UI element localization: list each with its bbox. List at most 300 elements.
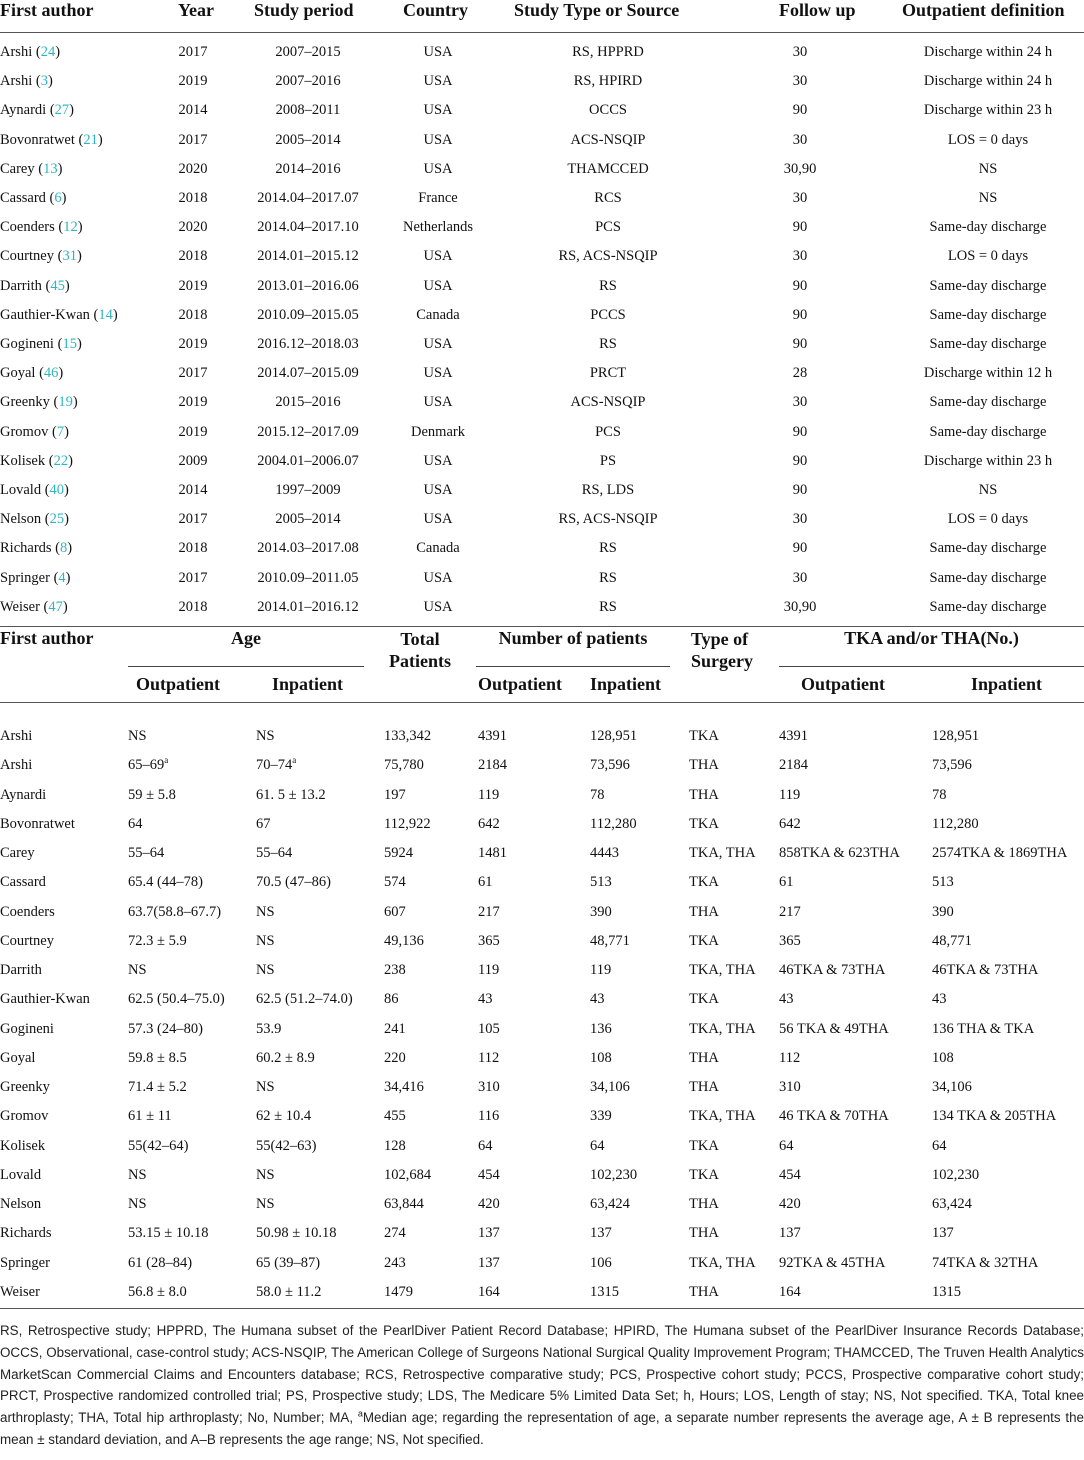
header-number-of-patients: Number of patients — [498, 628, 648, 648]
cell-author — [0, 810, 125, 839]
cell-type: RS, ACS-NSQIP — [558, 248, 658, 265]
cell-n-in — [590, 839, 685, 868]
table-row — [0, 418, 1084, 447]
cell-value: 1479 — [384, 1283, 413, 1300]
cell-value: 63,424 — [932, 1196, 972, 1212]
cell-age-in — [256, 898, 386, 927]
cell-age-in — [256, 1190, 386, 1219]
cell-definition: Same-day discharge — [929, 569, 1047, 586]
cell-value: 119 — [478, 786, 500, 803]
cell-value: Kolisek — [0, 1137, 46, 1154]
cell-value: 61. 5 ± 13.2 — [256, 786, 326, 803]
cell-surgery — [689, 1132, 779, 1161]
cell-age-in — [256, 1249, 386, 1278]
cell-country: USA — [423, 44, 453, 60]
cell-tka-in — [932, 1073, 1084, 1102]
cell-surgery — [689, 985, 779, 1014]
cell-type: OCCS — [589, 102, 627, 119]
cell-surgery — [689, 1073, 779, 1102]
header-first-author: First author — [0, 0, 94, 20]
cell-period: 2015–2016 — [275, 394, 341, 411]
cell-value: 574 — [384, 874, 406, 891]
cell-total — [384, 985, 474, 1014]
cell-type: RS, ACS-NSQIP — [558, 511, 658, 528]
cell-type: PRCT — [589, 365, 627, 382]
cell-value: 102,684 — [384, 1166, 432, 1183]
cell-country: Netherlands — [402, 219, 474, 236]
cell-value: NS — [128, 728, 147, 744]
cell-surgery — [689, 1278, 779, 1307]
cell-value: 136 — [590, 1020, 612, 1037]
cell-value: 61 — [779, 874, 794, 891]
cell-value: Coenders — [0, 903, 55, 920]
cell-n-in — [590, 1190, 685, 1219]
cell-value: 70–74 — [256, 757, 293, 774]
reference-link[interactable]: 27 — [54, 102, 70, 119]
table-row — [0, 1161, 1084, 1190]
cell-n-out — [478, 1190, 568, 1219]
cell-age-in — [256, 1132, 386, 1161]
cell-year: 2019 — [178, 394, 208, 411]
table-row — [0, 839, 1084, 868]
reference-link[interactable]: 14 — [98, 306, 113, 323]
cell-value: 513 — [590, 874, 612, 891]
cell-age-out — [128, 751, 268, 780]
cell-n-in — [590, 985, 685, 1014]
cell-tka-out — [779, 839, 939, 868]
cell-follow: 30,90 — [783, 160, 817, 177]
cell-year: 2009 — [178, 452, 208, 469]
cell-tka-out — [779, 1044, 939, 1073]
header-age-outpatient: Outpatient — [136, 674, 221, 694]
cell-value: Bovonratwet — [0, 815, 75, 832]
cell-value: THA — [689, 1079, 719, 1095]
cell-definition: Discharge within 23 h — [923, 102, 1053, 119]
table-footnote — [0, 1320, 1084, 1451]
table-row — [0, 96, 1084, 125]
cell-country: USA — [423, 277, 453, 294]
cell-value: Cassard — [0, 874, 46, 891]
cell-value: 57.3 (24–80) — [128, 1020, 203, 1037]
cell-value: 390 — [932, 903, 954, 920]
cell-tka-out — [779, 1073, 939, 1102]
cell-age-in — [256, 1219, 386, 1248]
table-row — [0, 722, 1084, 751]
cell-type: RS — [599, 598, 617, 615]
cell-value: NS — [256, 1166, 275, 1183]
reference-link[interactable]: 7 — [56, 423, 65, 440]
author-name: Courtney — [0, 248, 54, 265]
reference-link[interactable]: 8 — [60, 540, 68, 557]
cell-n-out — [478, 927, 568, 956]
reference-link[interactable]: 3 — [40, 73, 48, 90]
cell-author: Carey (13) — [0, 160, 63, 177]
cell-value: 1481 — [478, 845, 507, 861]
cell-value: 105 — [478, 1020, 500, 1037]
cell-value: 55(42–64) — [128, 1137, 189, 1154]
cell-author: Gauthier-Kwan (14) — [0, 306, 118, 323]
cell-country: Canada — [416, 540, 460, 557]
cell-value: 274 — [384, 1225, 406, 1242]
reference-link[interactable]: 45 — [50, 277, 65, 294]
cell-age-out — [128, 1278, 268, 1307]
cell-surgery — [689, 1102, 779, 1131]
header-follow-up: Follow up — [779, 0, 856, 20]
table-row — [0, 242, 1084, 271]
cell-value: Weiser — [0, 1283, 40, 1300]
cell-n-out — [478, 1161, 568, 1190]
cell-definition: LOS = 0 days — [947, 511, 1029, 528]
cell-value: 63,844 — [384, 1196, 424, 1212]
cell-age-in — [256, 1161, 386, 1190]
cell-n-in — [590, 751, 685, 780]
cell-tka-in — [932, 868, 1084, 897]
cell-type: RS, HPPRD — [572, 44, 644, 60]
cell-n-out — [478, 1132, 568, 1161]
cell-age-out — [128, 1249, 268, 1278]
cell-value: 513 — [932, 874, 954, 891]
cell-surgery — [689, 1161, 779, 1190]
table-row — [0, 1073, 1084, 1102]
cell-age-out — [128, 722, 268, 751]
cell-surgery — [689, 781, 779, 810]
cell-author: Gromov (7) — [0, 423, 69, 440]
cell-tka-out — [779, 956, 939, 985]
cell-value: TKA — [689, 728, 719, 744]
cell-author — [0, 898, 125, 927]
cell-author: Bovonratwet (21) — [0, 131, 103, 148]
cell-tka-in — [932, 1278, 1084, 1307]
cell-value: 137 — [478, 1254, 500, 1271]
cell-value: 2574TKA & 1869THA — [932, 845, 1068, 861]
cell-follow: 90 — [792, 452, 808, 469]
cell-value: 137 — [590, 1225, 612, 1242]
cell-total — [384, 1249, 474, 1278]
cell-total — [384, 868, 474, 897]
cell-value: 102,230 — [590, 1166, 638, 1183]
cell-definition: Same-day discharge — [929, 394, 1047, 411]
cell-period: 2008–2011 — [275, 102, 341, 119]
cell-period: 2014.03–2017.08 — [257, 540, 359, 557]
cell-country: USA — [423, 511, 453, 528]
author-name: Darrith — [0, 277, 42, 294]
cell-period: 1997–2009 — [275, 482, 341, 498]
cell-value: 92TKA & 45THA — [779, 1254, 886, 1271]
cell-n-out — [478, 1219, 568, 1248]
cell-period: 2015.12–2017.09 — [257, 423, 359, 440]
cell-follow: 30 — [792, 248, 808, 265]
reference-link[interactable]: 47 — [48, 598, 63, 615]
cell-author — [0, 1249, 125, 1278]
reference-link[interactable]: 25 — [49, 511, 65, 528]
cell-author: Courtney (31) — [0, 248, 82, 265]
author-name: Weiser — [0, 598, 40, 615]
cell-value: TKA, THA — [689, 1020, 756, 1037]
cell-year: 2018 — [178, 540, 208, 557]
table-row — [0, 184, 1084, 213]
cell-value: 58.0 ± 11.2 — [256, 1283, 322, 1300]
cell-value: 75,780 — [384, 757, 424, 774]
cell-value: 78 — [932, 786, 947, 803]
cell-total — [384, 722, 474, 751]
cell-country: USA — [423, 160, 453, 177]
cell-tka-out — [779, 985, 939, 1014]
cell-n-in — [590, 781, 685, 810]
reference-link[interactable]: 6 — [54, 190, 62, 206]
cell-type: THAMCCED — [567, 160, 649, 177]
cell-type: RS — [599, 540, 617, 557]
reference-link[interactable]: 24 — [40, 44, 56, 60]
cell-definition: Same-day discharge — [929, 423, 1047, 440]
cell-n-in — [590, 1073, 685, 1102]
cell-value: 56.8 ± 8.0 — [128, 1283, 187, 1300]
cell-value: 67 — [256, 815, 271, 832]
author-name: Gogineni — [0, 336, 54, 352]
cell-year: 2019 — [178, 277, 208, 294]
cell-author — [0, 1132, 125, 1161]
cell-value: 137 — [478, 1225, 500, 1242]
header-study-period: Study period — [254, 0, 354, 20]
cell-age-in — [256, 956, 386, 985]
table2-bottom-rule — [0, 1308, 1084, 1309]
cell-definition: Same-day discharge — [929, 306, 1047, 323]
table-row — [0, 38, 1084, 67]
cell-age-out — [128, 927, 268, 956]
author-name: Arshi — [0, 44, 33, 60]
cell-type: RS — [599, 569, 617, 586]
cell-n-out — [478, 956, 568, 985]
cell-follow: 90 — [792, 482, 808, 498]
cell-period: 2013.01–2016.06 — [257, 277, 359, 294]
header-total-line1: Total — [400, 629, 440, 649]
author-name: Lovald — [0, 482, 42, 498]
reference-link[interactable]: 4 — [58, 569, 66, 586]
cell-tka-out — [779, 927, 939, 956]
cell-surgery — [689, 1190, 779, 1219]
cell-value: THA — [689, 1225, 719, 1242]
cell-value: 116 — [478, 1108, 500, 1125]
cell-value: 112,280 — [932, 815, 979, 832]
cell-follow: 30 — [792, 131, 808, 148]
cell-author — [0, 956, 125, 985]
cell-author — [0, 985, 125, 1014]
cell-age-out — [128, 1132, 268, 1161]
cell-value: 50.98 ± 10.18 — [256, 1225, 337, 1242]
cell-n-in — [590, 927, 685, 956]
cell-value: 128,951 — [932, 728, 980, 744]
table-row — [0, 1190, 1084, 1219]
table-row — [0, 213, 1084, 242]
cell-period: 2016.12–2018.03 — [257, 336, 359, 352]
cell-value: Gromov — [0, 1108, 49, 1125]
reference-link[interactable]: 31 — [62, 248, 77, 265]
cell-n-in — [590, 1102, 685, 1131]
cell-surgery — [689, 751, 779, 780]
cell-surgery — [689, 1219, 779, 1248]
cell-country: USA — [423, 365, 453, 382]
cell-author: Coenders (12) — [0, 219, 83, 236]
cell-value: 112,922 — [384, 815, 431, 832]
cell-author — [0, 1278, 125, 1307]
cell-value: 61 (28–84) — [128, 1254, 193, 1271]
cell-value: TKA — [689, 991, 719, 1008]
cell-follow: 90 — [792, 540, 808, 557]
cell-tka-in — [932, 781, 1084, 810]
cell-total — [384, 1190, 474, 1219]
reference-link[interactable]: 22 — [53, 452, 69, 469]
cell-type: PS — [599, 452, 617, 469]
cell-definition: Discharge within 12 h — [923, 365, 1053, 382]
cell-n-out — [478, 1249, 568, 1278]
cell-value: 34,106 — [932, 1079, 972, 1095]
cell-follow: 90 — [792, 306, 808, 323]
cell-age-out — [128, 868, 268, 897]
cell-value: 59 ± 5.8 — [128, 786, 176, 803]
cell-value: TKA — [689, 1137, 719, 1154]
cell-year: 2019 — [178, 423, 208, 440]
cell-value: THA — [689, 786, 719, 803]
header-tka-outpatient: Outpatient — [801, 674, 886, 694]
cell-age-out — [128, 781, 268, 810]
cell-value: 217 — [779, 903, 801, 920]
cell-definition: NS — [978, 160, 998, 177]
cell-type: PCS — [595, 423, 621, 440]
cell-value: Greenky — [0, 1079, 50, 1095]
reference-link[interactable]: 40 — [49, 482, 65, 498]
cell-value: 34,106 — [590, 1079, 630, 1095]
cell-age-in — [256, 1278, 386, 1307]
cell-value: 4391 — [779, 728, 808, 744]
cell-age-out — [128, 1161, 268, 1190]
cell-tka-out — [779, 722, 939, 751]
cell-value: Courtney — [0, 932, 54, 949]
cell-type: PCS — [595, 219, 621, 236]
cell-n-out — [478, 810, 568, 839]
cell-n-in — [590, 1219, 685, 1248]
cell-surgery — [689, 898, 779, 927]
author-name: Richards — [0, 540, 52, 557]
table-row — [0, 359, 1084, 388]
cell-value: 243 — [384, 1254, 406, 1271]
table-row — [0, 1278, 1084, 1307]
cell-year: 2019 — [178, 73, 208, 90]
cell-value: NS — [256, 903, 275, 920]
cell-value: 64 — [932, 1137, 947, 1154]
author-name: Carey — [0, 160, 35, 177]
header-total-line2: Patients — [389, 651, 451, 671]
cell-tka-out — [779, 781, 939, 810]
cell-value: 365 — [478, 932, 500, 949]
cell-age-out — [128, 898, 268, 927]
cell-author: Goyal (46) — [0, 365, 64, 382]
table2-top-rule — [0, 626, 1084, 627]
cell-year: 2017 — [178, 131, 208, 148]
table-row — [0, 155, 1084, 184]
footnote-superscript: a — [357, 1408, 363, 1419]
table-row — [0, 751, 1084, 780]
cell-author — [0, 781, 125, 810]
cell-value: 65 (39–87) — [256, 1254, 321, 1271]
cell-tka-in — [932, 1132, 1084, 1161]
cell-value: 339 — [590, 1108, 612, 1125]
cell-value: NS — [128, 1196, 147, 1212]
cell-tka-out — [779, 1219, 939, 1248]
cell-n-in — [590, 1015, 685, 1044]
cell-value: 1315 — [932, 1283, 961, 1300]
cell-n-out — [478, 985, 568, 1014]
cell-n-out — [478, 839, 568, 868]
cell-author: Gogineni (15) — [0, 336, 82, 352]
cell-value: 137 — [932, 1225, 954, 1242]
cell-author — [0, 1219, 125, 1248]
cell-value: 310 — [779, 1079, 801, 1095]
cell-author: Richards (8) — [0, 540, 73, 557]
cell-value: NS — [128, 962, 147, 978]
cell-value: 55(42–63) — [256, 1137, 317, 1154]
cell-value: 5924 — [384, 845, 413, 861]
cell-author — [0, 1073, 125, 1102]
cell-tka-out — [779, 1190, 939, 1219]
cell-period: 2014.04–2017.07 — [257, 190, 359, 206]
cell-value: NS — [128, 1166, 147, 1183]
reference-link[interactable]: 46 — [43, 365, 59, 382]
cell-year: 2019 — [178, 336, 208, 352]
cell-value: TKA, THA — [689, 1108, 756, 1125]
reference-link[interactable]: 19 — [58, 394, 73, 411]
cell-age-out — [128, 810, 268, 839]
cell-value: 112,280 — [590, 815, 637, 832]
cell-year: 2017 — [178, 365, 208, 382]
cell-value: 2184 — [478, 757, 507, 774]
cell-age-in — [256, 1073, 386, 1102]
cell-value: TKA — [689, 815, 719, 832]
cell-year: 2017 — [178, 44, 208, 60]
cell-value: 134 TKA & 205THA — [932, 1108, 1057, 1125]
cell-country: USA — [423, 131, 453, 148]
cell-value: TKA, THA — [689, 845, 756, 861]
cell-tka-in — [932, 810, 1084, 839]
cell-value: 64 — [128, 815, 143, 832]
age-underline — [128, 666, 364, 667]
cell-value: 34,416 — [384, 1079, 424, 1095]
table-row — [0, 593, 1084, 622]
cell-value: TKA, THA — [689, 962, 756, 978]
reference-link[interactable]: 21 — [83, 131, 98, 148]
cell-value: NS — [256, 932, 275, 949]
cell-period: 2014–2016 — [275, 160, 341, 177]
cell-value: 420 — [478, 1196, 500, 1212]
cell-definition: NS — [978, 482, 998, 498]
cell-follow: 90 — [792, 102, 808, 119]
table-row — [0, 330, 1084, 359]
reference-link[interactable]: 12 — [63, 219, 78, 236]
reference-link[interactable]: 13 — [43, 160, 58, 177]
cell-surgery — [689, 956, 779, 985]
cell-author — [0, 1190, 125, 1219]
cell-value: 133,342 — [384, 728, 432, 744]
cell-n-in — [590, 898, 685, 927]
cell-total — [384, 1161, 474, 1190]
cell-author — [0, 868, 125, 897]
cell-surgery — [689, 839, 779, 868]
cell-period: 2014.04–2017.10 — [257, 219, 359, 236]
cell-total — [384, 1102, 474, 1131]
cell-value: Nelson — [0, 1196, 42, 1212]
reference-link[interactable]: 15 — [62, 336, 77, 352]
cell-value: 119 — [779, 786, 801, 803]
cell-surgery — [689, 1015, 779, 1044]
cell-age-out — [128, 1073, 268, 1102]
